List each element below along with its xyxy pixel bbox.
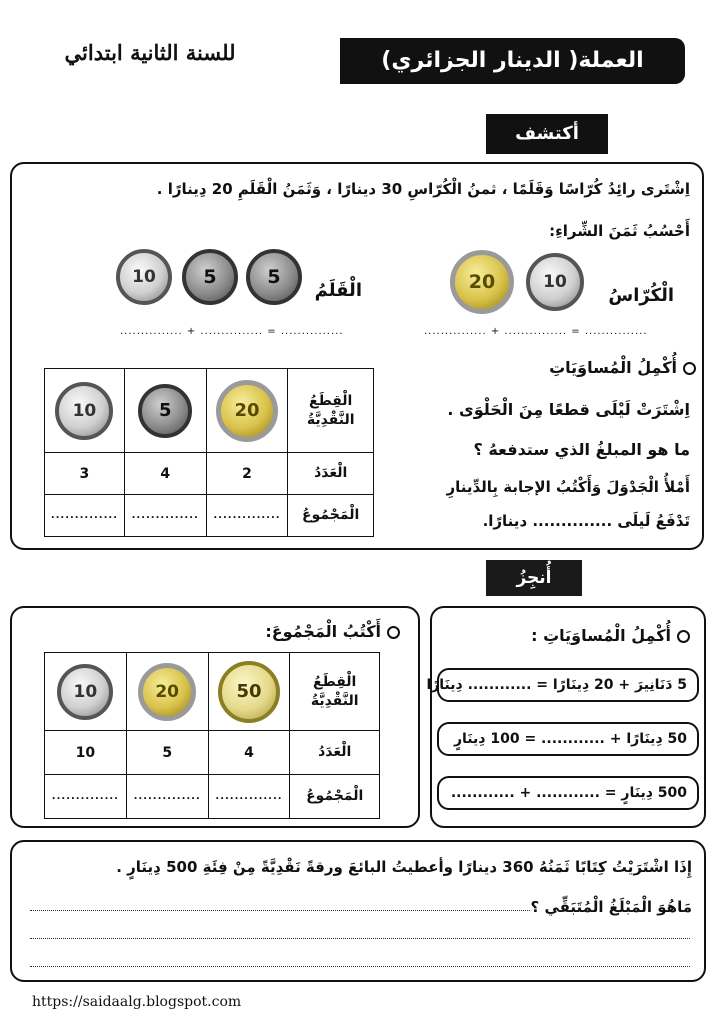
discover-coin-table xyxy=(44,368,374,537)
total-cell[interactable]: .............. xyxy=(45,495,125,537)
coin-5-icon: 5 xyxy=(138,384,192,438)
equation-field[interactable]: 500 دِينَارٍ = ............ + ............ xyxy=(437,776,699,810)
achieve-tag: أُنجِزُ xyxy=(486,560,582,596)
write-total-heading: أَكْتُبُ الْمَجْمُوعَ: xyxy=(60,622,400,641)
coin-20-icon: 20 xyxy=(216,380,278,442)
coin-5-icon: 5 xyxy=(246,249,302,305)
answer-line[interactable] xyxy=(30,966,690,967)
row-label-count: الْعَدَدُ xyxy=(288,453,374,495)
word-problem-text: إِذَا اشْتَرَيْتُ كِتَابًا ثَمَنُهُ 360 دينارًا وأعطيتُ البائعَ ورقةً نَقْدِيَّةً مِنْ فِئَةِ 500 دِينَارٍ . xyxy=(116,858,692,876)
count-cell: 5 xyxy=(126,731,208,775)
answer-line[interactable] xyxy=(30,938,690,939)
word-problem-question: مَاهُوَ الْمَبْلَغُ الْمُتَبَقِّي ؟ xyxy=(530,898,692,916)
bullet-icon xyxy=(387,626,400,639)
total-cell[interactable]: .............. xyxy=(206,495,288,537)
notebook-equation[interactable]: ............... + ............... = ............... xyxy=(424,326,648,337)
pencil-label: الْقَلَمُ xyxy=(314,280,362,301)
coin-50-icon: 50 xyxy=(218,661,280,723)
coin-20-icon: 20 xyxy=(138,663,196,721)
story-answer-line[interactable]: تَدْفَعُ لَيلَى .............. دينارًا. xyxy=(482,512,690,530)
row-label-count: الْعَدَدُ xyxy=(290,731,380,775)
count-cell: 10 xyxy=(45,731,127,775)
bullet-icon xyxy=(677,630,690,643)
row-label-total: الْمَجْمُوعُ xyxy=(288,495,374,537)
coin-5-icon: 5 xyxy=(182,249,238,305)
total-cell[interactable]: .............. xyxy=(126,775,208,819)
coin-10-icon: 10 xyxy=(55,382,113,440)
page-title: العملة( الدينار الجزائري) xyxy=(340,38,685,84)
total-cell[interactable]: .............. xyxy=(208,775,290,819)
achieve-coin-table xyxy=(44,652,380,819)
story-line: اِشْتَرَتْ لَيْلَى قطعًا مِنَ الْحَلْوَى . xyxy=(447,400,690,419)
complete-equalities-heading: أُكْمِلُ الْمُساوَيَاتِ xyxy=(376,358,696,377)
equation-field[interactable]: 5 دَنَانِيرَ + 20 دِينَارًا = ............ دِينَارًا xyxy=(437,668,699,702)
count-cell: 4 xyxy=(208,731,290,775)
grade-level: للسنة الثانية ابتدائي xyxy=(64,40,236,65)
answer-line[interactable] xyxy=(30,910,530,911)
story-line: أَمْلأُ الْجَدْوَلَ وَأَكْتُبُ الإجابة بِالدِّينارِ xyxy=(446,478,690,496)
count-cell: 2 xyxy=(206,453,288,495)
pencil-equation[interactable]: ............... + ............... = ............... xyxy=(120,326,344,337)
count-cell: 3 xyxy=(45,453,125,495)
source-url[interactable]: https://saidaalg.blogspot.com xyxy=(32,994,242,1010)
discover-problem: اِشْتَرى رائِدُ كُرّاسًا وَقَلَمًا ، ثمنُ الْكُرّاسِ 30 دينارًا ، وَثَمَنُ الْقَلَمِ 20 دِينارًا . xyxy=(156,180,690,198)
story-line: ما هو المبلغُ الذي ستدفعهُ ؟ xyxy=(473,440,690,459)
total-cell[interactable]: .............. xyxy=(45,775,127,819)
notebook-label: الْكُرّاسُ xyxy=(608,285,674,306)
bullet-icon xyxy=(683,362,696,375)
row-label-total: الْمَجْمُوعُ xyxy=(290,775,380,819)
complete-equalities-heading: أُكْمِلُ الْمُساوَيَاتِ : xyxy=(440,626,690,645)
coin-10-icon: 10 xyxy=(57,664,113,720)
discover-tag: أكتشف xyxy=(486,114,608,154)
coin-10-icon: 10 xyxy=(116,249,172,305)
row-label-coins: الْقِطَعُ النَّقْدِيَّةُ xyxy=(288,369,374,453)
discover-instruction: أَحْسُبُ ثَمَنَ الشِّراءِ: xyxy=(549,222,690,240)
total-cell[interactable]: .............. xyxy=(124,495,206,537)
equation-field[interactable]: 50 دِينَارًا + ............ = 100 دِينَارٍ xyxy=(437,722,699,756)
coin-20-icon: 20 xyxy=(450,250,514,314)
row-label-coins: الْقِطَعُ النَّقْدِيَّةُ xyxy=(290,653,380,731)
count-cell: 4 xyxy=(124,453,206,495)
coin-10-icon: 10 xyxy=(526,253,584,311)
